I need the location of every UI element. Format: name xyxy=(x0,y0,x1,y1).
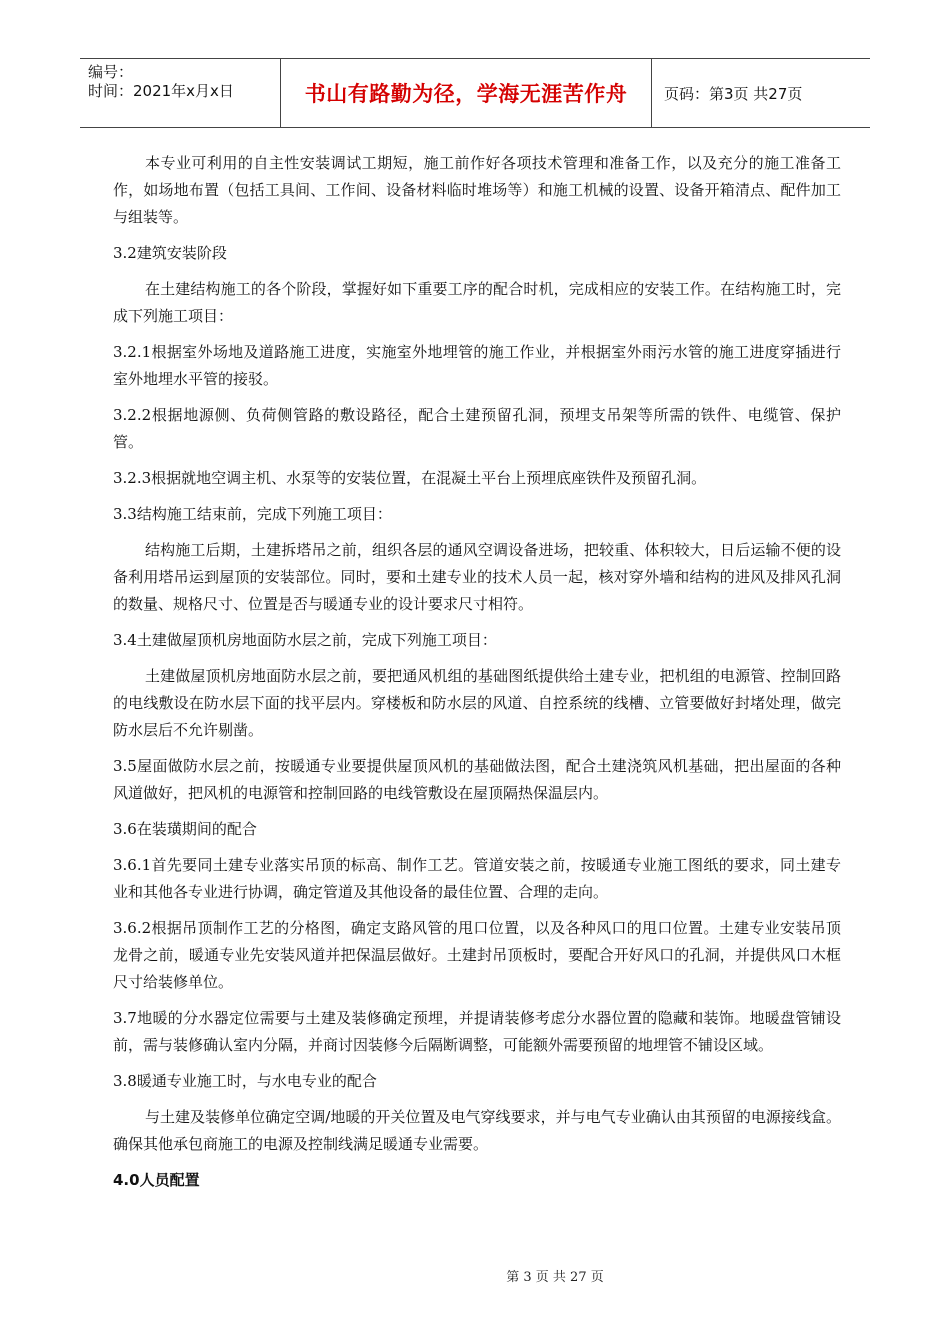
header-motto: 书山有路勤为径，学海无涯苦作舟 xyxy=(280,59,652,127)
paragraph: 3.7地暖的分水器定位需要与土建及装修确定预埋，并提请装修考虑分水器位置的隐藏和装饰。地暖盘管铺设前，需与装修确认室内分隔，并商讨因装修今后隔断调整，可能额外需要预留的地埋管不铺设区域。 xyxy=(113,1009,841,1054)
paragraph: 结构施工后期，土建拆塔吊之前，组织各层的通风空调设备进场，把较重、体积较大，日后运输不便的设备利用塔吊运到屋顶的安装部位。同时，要和土建专业的技术人员一起，核对穿外墙和结构的进风及排风孔洞的数量、规格尺寸、位置是否与暖通专业的设计要求尺寸相符。 xyxy=(113,541,841,613)
section-heading: 3.2建筑安装阶段 xyxy=(113,244,227,262)
document-body xyxy=(113,150,841,1203)
paragraph: 土建做屋顶机房地面防水层之前，要把通风机组的基础图纸提供给土建专业，把机组的电源管、控制回路的电线敷设在防水层下面的找平层内。穿楼板和防水层的风道、自控系统的线槽、立管要做好封堵处理，做完防水层后不允许剔凿。 xyxy=(113,667,841,739)
paragraph: 在土建结构施工的各个阶段，掌握好如下重要工序的配合时机，完成相应的安装工作。在结构施工时，完成下列施工项目： xyxy=(113,280,841,325)
paragraph: 3.2.2根据地源侧、负荷侧管路的敷设路径，配合土建预留孔洞，预埋支吊架等所需的铁件、电缆管、保护管。 xyxy=(113,406,841,451)
paragraph: 与土建及装修单位确定空调/地暖的开关位置及电气穿线要求，并与电气专业确认由其预留的电源接线盒。确保其他承包商施工的电源及控制线满足暖通专业需要。 xyxy=(113,1108,841,1153)
document-number-label: 编号： xyxy=(88,63,134,81)
section-heading: 3.8暖通专业施工时，与水电专业的配合 xyxy=(113,1072,377,1090)
page-footer: 第 3 页 共 27 页 xyxy=(506,1270,604,1285)
paragraph: 3.6.1首先要同土建专业落实吊顶的标高、制作工艺。管道安装之前，按暖通专业施工图纸的要求，同土建专业和其他各专业进行协调，确定管道及其他设备的最佳位置、合理的走向。 xyxy=(113,856,841,901)
paragraph: 3.6.2根据吊顶制作工艺的分格图，确定支路风管的甩口位置，以及各种风口的甩口位置。土建专业安装吊顶龙骨之前，暖通专业先安装风道并把保温层做好。土建封吊顶板时，要配合开好风口的孔洞，并提供风口木框尺寸给装修单位。 xyxy=(113,919,841,991)
paragraph: 3.2.1根据室外场地及道路施工进度，实施室外地埋管的施工作业，并根据室外雨污水管的施工进度穿插进行室外地埋水平管的接驳。 xyxy=(113,343,841,388)
document-time-label: 时间：2021年x月x日 xyxy=(88,82,234,100)
section-heading: 3.3结构施工结束前，完成下列施工项目： xyxy=(113,505,392,523)
paragraph: 3.5屋面做防水层之前，按暖通专业要提供屋顶风机的基础做法图，配合土建浇筑风机基础，把出屋面的各种风道做好，把风机的电源管和控制回路的电线管敷设在屋顶隔热保温层内。 xyxy=(113,757,841,802)
header-page-number: 页码：第3页 共27页 xyxy=(664,84,803,103)
paragraph: 3.2.3根据就地空调主机、水泵等的安装位置，在混凝土平台上预埋底座铁件及预留孔洞。 xyxy=(113,469,707,487)
section-heading: 3.4土建做屋顶机房地面防水层之前，完成下列施工项目： xyxy=(113,631,497,649)
page-header xyxy=(80,58,870,128)
header-meta xyxy=(80,59,280,127)
paragraph: 本专业可利用的自主性安装调试工期短，施工前作好各项技术管理和准备工作，以及充分的施工准备工作，如场地布置（包括工具间、工作间、设备材料临时堆场等）和施工机械的设置、设备开箱清点、配件加工与组装等。 xyxy=(113,154,841,226)
section-heading: 3.6在装璜期间的配合 xyxy=(113,820,257,838)
chapter-heading: 4.0人员配置 xyxy=(113,1171,200,1189)
